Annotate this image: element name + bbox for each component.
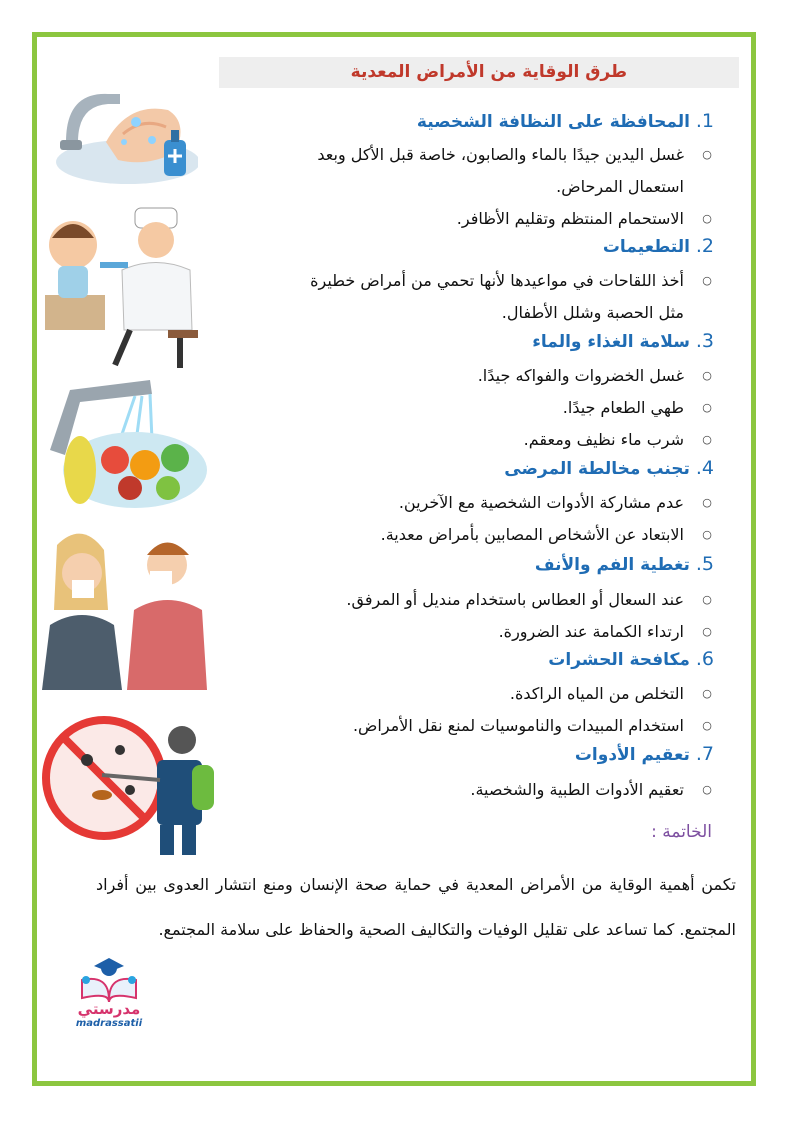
item-text: ارتداء الكمامة عند الضرورة. — [498, 622, 684, 641]
section-3-item-2 — [284, 392, 712, 424]
sneezing-people-illustration — [42, 525, 212, 690]
section-6-item-2 — [284, 710, 712, 742]
section-3-item-1 — [284, 360, 712, 392]
section-2-heading — [603, 235, 714, 257]
section-6-heading — [548, 648, 714, 670]
section-5-heading — [535, 553, 714, 575]
vaccination-illustration — [40, 200, 200, 370]
section-title: سلامة الغذاء والماء — [532, 332, 690, 352]
item-text: عند السعال أو العطاس باستخدام منديل أو المرفق. — [346, 590, 684, 609]
section-5-item-2 — [284, 616, 712, 648]
bullet-icon: ○ — [702, 433, 712, 446]
section-1-item-2 — [284, 203, 712, 235]
bullet-icon: ○ — [702, 625, 712, 638]
section-title: مكافحة الحشرات — [548, 650, 690, 670]
item-text: شرب ماء نظيف ومعقم. — [523, 430, 684, 449]
bullet-icon: ○ — [702, 401, 712, 414]
section-title: المحافظة على النظافة الشخصية — [416, 112, 690, 132]
bullet-icon: ○ — [702, 274, 712, 287]
section-number: 7. — [695, 743, 714, 765]
bullet-icon: ○ — [702, 148, 712, 161]
item-text: الاستحمام المنتظم وتقليم الأظافر. — [456, 209, 684, 228]
item-text: غسل اليدين جيدًا بالماء والصابون، خاصة قبل الأكل وبعد استعمال المرحاض. — [317, 145, 684, 196]
section-title: تعقيم الأدوات — [574, 745, 690, 765]
item-text: التخلص من المياه الراكدة. — [509, 684, 684, 703]
section-title: التطعيمات — [602, 237, 690, 257]
section-2-item-1 — [284, 265, 712, 329]
bullet-icon: ○ — [702, 528, 712, 541]
section-1-heading — [417, 110, 714, 132]
item-text: طهي الطعام جيدًا. — [562, 398, 684, 417]
section-3-item-3 — [284, 424, 712, 456]
washing-vegetables-illustration — [40, 370, 210, 520]
section-7-item-1 — [284, 774, 712, 806]
section-number: 6. — [695, 648, 714, 670]
logo-icon — [72, 958, 146, 1004]
section-number: 3. — [695, 330, 714, 352]
handwashing-illustration — [48, 82, 198, 192]
conclusion-text: تكمن أهمية الوقاية من الأمراض المعدية في حماية صحة الإنسان ومنع انتشار العدوى بين أفراد المجتمع. كما تساعد على تقليل الوفيات والتكاليف الصحية والحفاظ على سلامة المجتمع. — [96, 875, 736, 939]
section-4-heading — [504, 457, 714, 479]
bullet-icon: ○ — [702, 496, 712, 509]
section-4-item-2 — [284, 519, 712, 551]
section-5-item-1 — [284, 584, 712, 616]
item-text: غسل الخضروات والفواكه جيدًا. — [477, 366, 684, 385]
bullet-icon: ○ — [702, 719, 712, 732]
section-4-item-1 — [284, 487, 712, 519]
section-title: تغطية الفم والأنف — [534, 555, 690, 575]
item-text: أخذ اللقاحات في مواعيدها لأنها تحمي من أمراض خطيرة مثل الحصبة وشلل الأطفال. — [310, 271, 684, 322]
bullet-icon: ○ — [702, 593, 712, 606]
section-7-heading — [575, 743, 714, 765]
section-number: 4. — [695, 457, 714, 479]
page-title: طرق الوقاية من الأمراض المعدية — [219, 57, 739, 88]
section-1-item-1 — [284, 139, 712, 203]
bullet-icon: ○ — [702, 783, 712, 796]
section-number: 2. — [695, 235, 714, 257]
item-text: استخدام المبيدات والناموسيات لمنع نقل الأمراض. — [352, 716, 684, 735]
bullet-icon: ○ — [702, 212, 712, 225]
logo-latin-text: madrassatii — [75, 1018, 143, 1029]
section-3-heading — [532, 330, 714, 352]
bullet-icon: ○ — [702, 687, 712, 700]
insect-control-illustration — [42, 710, 217, 855]
logo-arabic-text: مدرستي — [77, 1000, 141, 1018]
section-title: تجنب مخالطة المرضى — [504, 459, 690, 479]
item-text: تعقيم الأدوات الطبية والشخصية. — [470, 780, 684, 799]
section-6-item-1 — [284, 678, 712, 710]
bullet-icon: ○ — [702, 369, 712, 382]
item-text: عدم مشاركة الأدوات الشخصية مع الآخرين. — [398, 493, 684, 512]
conclusion-title: الخاتمة : — [651, 822, 712, 842]
section-number: 5. — [695, 553, 714, 575]
item-text: الابتعاد عن الأشخاص المصابين بأمراض معدية. — [380, 525, 684, 544]
section-number: 1. — [695, 110, 714, 132]
